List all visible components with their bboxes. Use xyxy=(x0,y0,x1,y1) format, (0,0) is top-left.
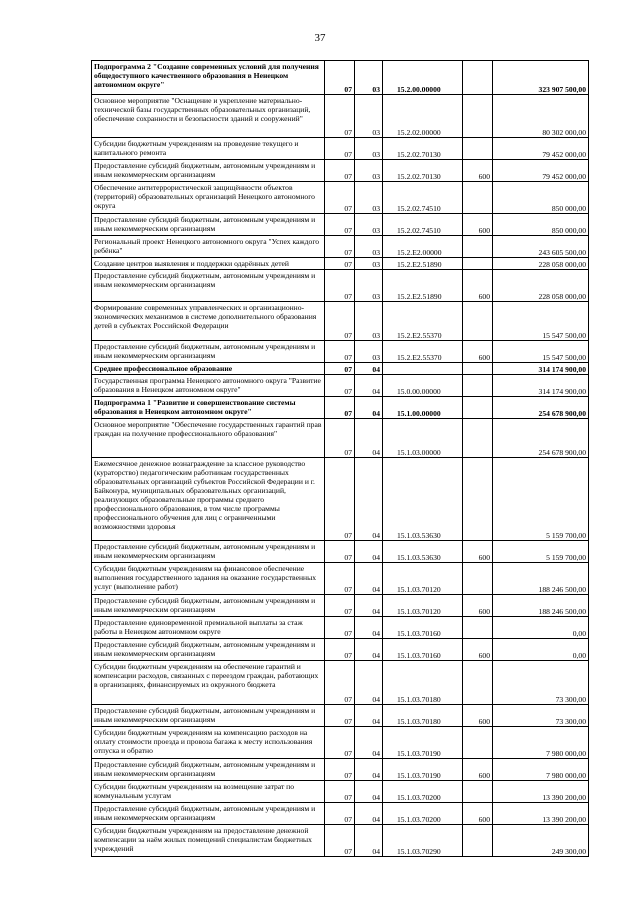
item-name-cell: Предоставление единовременной премиальной выплаты за стаж работы в Ненецком автономном округе xyxy=(92,617,325,639)
target-article-cell: 15.1.03.70120 xyxy=(383,595,463,617)
subsection-code-cell: 03 xyxy=(355,138,383,160)
table-row xyxy=(92,236,589,258)
item-name-cell: Субсидии бюджетным учреждениям на обеспечение гарантий и компенсации расходов, связанных с переездом граждан, работающих в организациях, финансируемых из окружного бюджета xyxy=(92,661,325,705)
target-article-cell: 15.2.E2.00000 xyxy=(383,236,463,258)
expense-type-cell: 600 xyxy=(463,341,493,363)
subsection-code-cell: 04 xyxy=(355,419,383,458)
table-row xyxy=(92,270,589,302)
table-row xyxy=(92,639,589,661)
amount-cell: 73 300,00 xyxy=(493,661,589,705)
subsection-code-cell: 04 xyxy=(355,661,383,705)
amount-cell: 5 159 700,00 xyxy=(493,541,589,563)
subsection-code-cell: 04 xyxy=(355,563,383,595)
section-code-cell: 07 xyxy=(325,270,355,302)
subsection-code-cell: 03 xyxy=(355,214,383,236)
table-row xyxy=(92,341,589,363)
subsection-code-cell: 04 xyxy=(355,363,383,375)
subsection-code-cell: 03 xyxy=(355,160,383,182)
target-article-cell: 15.2.E2.55370 xyxy=(383,302,463,341)
amount-cell: 79 452 000,00 xyxy=(493,138,589,160)
expense-type-cell xyxy=(463,95,493,138)
subsection-code-cell: 04 xyxy=(355,639,383,661)
table-row xyxy=(92,563,589,595)
expense-type-cell: 600 xyxy=(463,160,493,182)
subsection-code-cell: 03 xyxy=(355,182,383,214)
expense-type-cell xyxy=(463,61,493,95)
section-code-cell: 07 xyxy=(325,803,355,825)
item-name-cell: Предоставление субсидий бюджетным, автономным учреждениям и иным некоммерческим организациям xyxy=(92,759,325,781)
expense-type-cell: 600 xyxy=(463,595,493,617)
expense-type-cell xyxy=(463,781,493,803)
item-name-cell: Предоставление субсидий бюджетным, автономным учреждениям и иным некоммерческим организациям xyxy=(92,541,325,563)
table-row xyxy=(92,781,589,803)
table-row xyxy=(92,759,589,781)
amount-cell: 323 907 500,00 xyxy=(493,61,589,95)
table-row xyxy=(92,727,589,759)
section-code-cell: 07 xyxy=(325,236,355,258)
item-name-cell: Субсидии бюджетным учреждениям на проведение текущего и капитального ремонта xyxy=(92,138,325,160)
expense-type-cell xyxy=(463,258,493,270)
item-name-cell: Ежемесячное денежное вознаграждение за классное руководство (кураторство) педагогическим работникам государственных образовательных организаций субъектов Российской Федерации и г. Байконура, муниципальных образовательных организаций, реализующих образовательные программы среднего профессионального образования, в том числе программы профессионального обучения для лиц с ограниченными возможностями здоровья xyxy=(92,458,325,541)
target-article-cell: 15.1.03.53630 xyxy=(383,458,463,541)
expense-type-cell: 600 xyxy=(463,270,493,302)
subsection-code-cell: 04 xyxy=(355,803,383,825)
amount-cell: 80 302 000,00 xyxy=(493,95,589,138)
expense-type-cell: 600 xyxy=(463,705,493,727)
subsection-code-cell: 03 xyxy=(355,236,383,258)
subsection-code-cell: 04 xyxy=(355,727,383,759)
item-name-cell: Предоставление субсидий бюджетным, автономным учреждениям и иным некоммерческим организациям xyxy=(92,270,325,302)
section-code-cell: 07 xyxy=(325,563,355,595)
expense-type-cell xyxy=(463,182,493,214)
expense-type-cell xyxy=(463,458,493,541)
amount-cell: 850 000,00 xyxy=(493,214,589,236)
table-row xyxy=(92,419,589,458)
target-article-cell: 15.1.03.70290 xyxy=(383,825,463,857)
budget-table xyxy=(91,60,589,857)
amount-cell: 314 174 900,00 xyxy=(493,375,589,397)
item-name-cell: Субсидии бюджетным учреждениям на предоставление денежной компенсации за наём жилых помещений специалистам бюджетных учреждений xyxy=(92,825,325,857)
section-code-cell: 07 xyxy=(325,639,355,661)
target-article-cell: 15.1.03.70160 xyxy=(383,617,463,639)
amount-cell: 0,00 xyxy=(493,639,589,661)
expense-type-cell xyxy=(463,375,493,397)
table-row xyxy=(92,61,589,95)
section-code-cell: 07 xyxy=(325,727,355,759)
target-article-cell: 15.0.00.00000 xyxy=(383,375,463,397)
budget-table-body xyxy=(92,61,589,857)
subsection-code-cell: 04 xyxy=(355,595,383,617)
table-row xyxy=(92,258,589,270)
section-code-cell: 07 xyxy=(325,759,355,781)
section-code-cell: 07 xyxy=(325,363,355,375)
subsection-code-cell: 03 xyxy=(355,61,383,95)
table-row xyxy=(92,803,589,825)
target-article-cell xyxy=(383,363,463,375)
section-code-cell: 07 xyxy=(325,258,355,270)
item-name-cell: Основное мероприятие "Обеспечение государственных гарантий прав граждан на получение профессионального образования" xyxy=(92,419,325,458)
table-row xyxy=(92,375,589,397)
page-number: 37 xyxy=(314,32,326,44)
section-code-cell: 07 xyxy=(325,302,355,341)
item-name-cell: Предоставление субсидий бюджетным, автономным учреждениям и иным некоммерческим организациям xyxy=(92,639,325,661)
section-code-cell: 07 xyxy=(325,458,355,541)
section-code-cell: 07 xyxy=(325,138,355,160)
item-name-cell: Основное мероприятие "Оснащение и укрепление материально-технической базы государственных образовательных организаций, обеспечение сохранности и безопасности зданий и сооружений" xyxy=(92,95,325,138)
amount-cell: 188 246 500,00 xyxy=(493,595,589,617)
amount-cell: 13 390 200,00 xyxy=(493,803,589,825)
target-article-cell: 15.1.03.70200 xyxy=(383,803,463,825)
amount-cell: 314 174 900,00 xyxy=(493,363,589,375)
subsection-code-cell: 04 xyxy=(355,397,383,419)
amount-cell: 7 980 000,00 xyxy=(493,727,589,759)
table-row xyxy=(92,182,589,214)
subsection-code-cell: 03 xyxy=(355,95,383,138)
item-name-cell: Среднее профессиональное образование xyxy=(92,363,325,375)
section-code-cell: 07 xyxy=(325,419,355,458)
table-row xyxy=(92,541,589,563)
subsection-code-cell: 03 xyxy=(355,302,383,341)
table-row xyxy=(92,617,589,639)
subsection-code-cell: 04 xyxy=(355,375,383,397)
target-article-cell: 15.1.00.00000 xyxy=(383,397,463,419)
section-code-cell: 07 xyxy=(325,95,355,138)
expense-type-cell xyxy=(463,363,493,375)
table-row xyxy=(92,397,589,419)
amount-cell: 0,00 xyxy=(493,617,589,639)
table-row xyxy=(92,95,589,138)
amount-cell: 243 605 500,00 xyxy=(493,236,589,258)
expense-type-cell xyxy=(463,302,493,341)
amount-cell: 5 159 700,00 xyxy=(493,458,589,541)
amount-cell: 188 246 500,00 xyxy=(493,563,589,595)
item-name-cell: Предоставление субсидий бюджетным, автономным учреждениям и иным некоммерческим организациям xyxy=(92,705,325,727)
amount-cell: 850 000,00 xyxy=(493,182,589,214)
expense-type-cell: 600 xyxy=(463,214,493,236)
subsection-code-cell: 03 xyxy=(355,341,383,363)
target-article-cell: 15.1.03.70180 xyxy=(383,705,463,727)
amount-cell: 15 547 500,00 xyxy=(493,302,589,341)
subsection-code-cell: 04 xyxy=(355,825,383,857)
subsection-code-cell: 04 xyxy=(355,458,383,541)
amount-cell: 13 390 200,00 xyxy=(493,781,589,803)
amount-cell: 228 058 000,00 xyxy=(493,258,589,270)
amount-cell: 254 678 900,00 xyxy=(493,419,589,458)
table-row xyxy=(92,302,589,341)
section-code-cell: 07 xyxy=(325,341,355,363)
table-row xyxy=(92,825,589,857)
item-name-cell: Предоставление субсидий бюджетным, автономным учреждениям и иным некоммерческим организациям xyxy=(92,341,325,363)
amount-cell: 7 980 000,00 xyxy=(493,759,589,781)
target-article-cell: 15.1.03.70160 xyxy=(383,639,463,661)
amount-cell: 254 678 900,00 xyxy=(493,397,589,419)
item-name-cell: Предоставление субсидий бюджетным, автономным учреждениям и иным некоммерческим организациям xyxy=(92,214,325,236)
target-article-cell: 15.2.02.00000 xyxy=(383,95,463,138)
item-name-cell: Предоставление субсидий бюджетным, автономным учреждениям и иным некоммерческим организациям xyxy=(92,595,325,617)
expense-type-cell xyxy=(463,825,493,857)
amount-cell: 15 547 500,00 xyxy=(493,341,589,363)
item-name-cell: Создание центров выявления и поддержки одарённых детей xyxy=(92,258,325,270)
section-code-cell: 07 xyxy=(325,182,355,214)
subsection-code-cell: 04 xyxy=(355,705,383,727)
target-article-cell: 15.2.02.74510 xyxy=(383,182,463,214)
target-article-cell: 15.1.03.70190 xyxy=(383,727,463,759)
expense-type-cell xyxy=(463,138,493,160)
section-code-cell: 07 xyxy=(325,541,355,563)
item-name-cell: Обеспечение антитеррористической защищённости объектов (территорий) образовательных организаций Ненецкого автономного округа xyxy=(92,182,325,214)
target-article-cell: 15.2.E2.55370 xyxy=(383,341,463,363)
expense-type-cell xyxy=(463,661,493,705)
target-article-cell: 15.2.E2.51890 xyxy=(383,270,463,302)
table-row xyxy=(92,160,589,182)
expense-type-cell xyxy=(463,397,493,419)
target-article-cell: 15.2.00.00000 xyxy=(383,61,463,95)
subsection-code-cell: 03 xyxy=(355,270,383,302)
table-row xyxy=(92,363,589,375)
item-name-cell: Предоставление субсидий бюджетным, автономным учреждениям и иным некоммерческим организациям xyxy=(92,803,325,825)
amount-cell: 73 300,00 xyxy=(493,705,589,727)
section-code-cell: 07 xyxy=(325,61,355,95)
expense-type-cell xyxy=(463,419,493,458)
table-row xyxy=(92,661,589,705)
target-article-cell: 15.2.02.70130 xyxy=(383,160,463,182)
item-name-cell: Субсидии бюджетным учреждениям на финансовое обеспечение выполнения государственного задания на оказание государственных услуг (выполнение работ) xyxy=(92,563,325,595)
target-article-cell: 15.1.03.70180 xyxy=(383,661,463,705)
table-row xyxy=(92,595,589,617)
expense-type-cell: 600 xyxy=(463,759,493,781)
item-name-cell: Государственная программа Ненецкого автономного округа "Развитие образования в Ненецком автономном округе" xyxy=(92,375,325,397)
target-article-cell: 15.2.02.70130 xyxy=(383,138,463,160)
target-article-cell: 15.1.03.00000 xyxy=(383,419,463,458)
subsection-code-cell: 03 xyxy=(355,258,383,270)
expense-type-cell xyxy=(463,236,493,258)
section-code-cell: 07 xyxy=(325,214,355,236)
item-name-cell: Подпрограмма 1 "Развитие и совершенствование системы образования в Ненецком автономном округе" xyxy=(92,397,325,419)
subsection-code-cell: 04 xyxy=(355,781,383,803)
item-name-cell: Формирование современных управленческих и организационно-экономических механизмов в системе дополнительного образования детей в субъектах Российской Федерации xyxy=(92,302,325,341)
target-article-cell: 15.1.03.70200 xyxy=(383,781,463,803)
target-article-cell: 15.2.02.74510 xyxy=(383,214,463,236)
section-code-cell: 07 xyxy=(325,595,355,617)
subsection-code-cell: 04 xyxy=(355,759,383,781)
expense-type-cell xyxy=(463,563,493,595)
target-article-cell: 15.1.03.53630 xyxy=(383,541,463,563)
subsection-code-cell: 04 xyxy=(355,541,383,563)
amount-cell: 79 452 000,00 xyxy=(493,160,589,182)
amount-cell: 249 300,00 xyxy=(493,825,589,857)
section-code-cell: 07 xyxy=(325,397,355,419)
target-article-cell: 15.2.E2.51890 xyxy=(383,258,463,270)
section-code-cell: 07 xyxy=(325,781,355,803)
expense-type-cell xyxy=(463,727,493,759)
amount-cell: 228 058 000,00 xyxy=(493,270,589,302)
subsection-code-cell: 04 xyxy=(355,617,383,639)
item-name-cell: Предоставление субсидий бюджетным, автономным учреждениям и иным некоммерческим организациям xyxy=(92,160,325,182)
item-name-cell: Субсидии бюджетным учреждениям на компенсацию расходов на оплату стоимости проезда и провоза багажа к месту использования отпуска и обратно xyxy=(92,727,325,759)
item-name-cell: Региональный проект Ненецкого автономного округа "Успех каждого ребёнка" xyxy=(92,236,325,258)
section-code-cell: 07 xyxy=(325,661,355,705)
section-code-cell: 07 xyxy=(325,705,355,727)
item-name-cell: Подпрограмма 2 "Создание современных условий для получения общедоступного качественного образования в Ненецком автономном округе" xyxy=(92,61,325,95)
section-code-cell: 07 xyxy=(325,375,355,397)
table-row xyxy=(92,705,589,727)
target-article-cell: 15.1.03.70120 xyxy=(383,563,463,595)
expense-type-cell: 600 xyxy=(463,541,493,563)
expense-type-cell xyxy=(463,617,493,639)
table-row xyxy=(92,138,589,160)
expense-type-cell: 600 xyxy=(463,639,493,661)
section-code-cell: 07 xyxy=(325,825,355,857)
table-row xyxy=(92,214,589,236)
item-name-cell: Субсидии бюджетным учреждениям на возмещение затрат по коммунальным услугам xyxy=(92,781,325,803)
section-code-cell: 07 xyxy=(325,160,355,182)
target-article-cell: 15.1.03.70190 xyxy=(383,759,463,781)
expense-type-cell: 600 xyxy=(463,803,493,825)
table-row xyxy=(92,458,589,541)
section-code-cell: 07 xyxy=(325,617,355,639)
